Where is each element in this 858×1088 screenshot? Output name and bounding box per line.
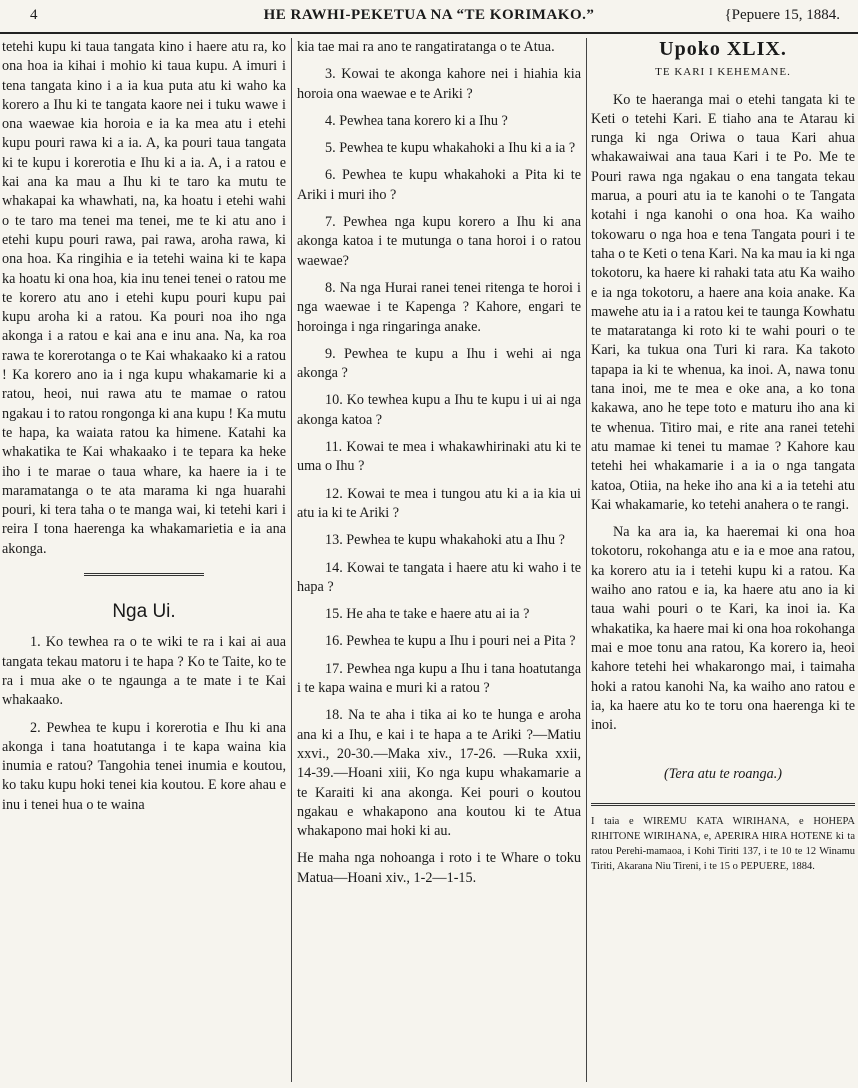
page-number: 4 (30, 7, 38, 23)
chapter-title: Upoko XLIX. (659, 38, 787, 60)
question-continuation: kia tae mai ra ano te rangatiratanga o te Atua. (297, 39, 555, 55)
column-3 (591, 38, 855, 1082)
question-item: 5. Pewhea te kupu whakahoki a Ihu ki a ia ? (325, 140, 576, 157)
question-item: 17. Pewhea nga kupu a Ihu i tana hoatutanga i te kapa waina e muri ki a ratou ? (297, 660, 581, 697)
question-item: 12. Kowai te mea i tungou atu ki a ia kia ui atu ia ki te Ariki ? (297, 485, 581, 521)
running-title: HE RAWHI-PEKETUA NA “TE KORIMAKO.” (263, 7, 595, 23)
header-rule (0, 32, 858, 34)
question-item: 11. Kowai te mea i whakawhirinaki atu ki te uma o Ihu ? (297, 439, 581, 475)
question-item: 10. Ko tewhea kupu a Ihu te kupu i ui ai nga akonga katoa ? (297, 392, 581, 428)
question-item: 3. Kowai te akonga kahore nei i hiahia kia horoia ona waewae e te Ariki ? (297, 66, 581, 102)
column-divider (291, 38, 292, 1082)
column-1 (2, 38, 286, 1082)
to-be-continued-note: (Tera atu te roanga.) (664, 766, 782, 783)
question-item: 4. Pewhea tana korero ki a Ihu ? (325, 112, 508, 129)
imprint-rule (591, 803, 855, 806)
question-item: 9. Pewhea te kupu a Ihu i wehi ai nga akonga ? (297, 345, 581, 382)
question-item: 7. Pewhea nga kupu korero a Ihu ki ana akonga katoa i te mutunga o tana horoi i o ratou waewae? (297, 214, 581, 269)
section-title: Nga Ui. (112, 601, 176, 623)
issue-date: {Pepuere 15, 1884. (724, 7, 840, 23)
question-item: 18. Na te aha i tika ai ko te hunga e aroha ana ki a Ihu, e kai i te hapa a te Ariki ?—Matiu xxvi., 20-30.—Maka xiv., 17-26. —Ruka xxii, 14-39.—Hoani xiii, Ko nga kupu whakamarie a te Karaiti ki ana akonga. Kei pouri o koutou ngakau e whakapono ana koutou ki te Atua whakapono mai hoki ki au. (297, 707, 581, 840)
question-item: 15. He aha te take e haere atu ai ia ? (325, 606, 530, 623)
question-item: 2. Pewhea te kupu i korerotia e Ihu ki ana akonga i tana hoatutanga i te kapa waina kia inumia e ratou? Tangohia tenei inumia e koutou, ko taku kupu hoki tenei kia koutou. E kore ahau e inu i tenei hua o te waina (2, 719, 286, 813)
story-continuation: tetehi kupu ki taua tangata kino i haere atu ra, ko ona hoa ia kihai i mohio ki taua kupu. A imuri i tena tangata kino i a ia kua puta atu ki waho ka korero a Ihu ki te tangata kaore nei i tuku wawe i ona waewae kia horoia e ia ka mea atu i etehi kupu pouri rawa ki a ia. A, ka pouri taua tangata ki te kupu i korerotia e Ihu ki a ia. A, i a ratou e kai ana ka mau a Ihu ki te taro ka mutu te whakapai ka whawhati, na, ka hoatu i etehi wahi o te taro ma tenei ma tenei, me te ki atu ano i etehi kupu pouri rawa, pai rawa, aroha rawa, ki ona hoa. Ka ringihia e ia tetehi waina ki te kapa ka hoatu ki ona hoa, kia inu tenei tenei o ratou me te korero atu ano i etehi kupu pouri kupu pai kupu aroha ki a ratou. Ka pouri noa iho nga akonga i a ratou e kai ana e inu ana. Na, ka roa rawa te korerotanga o te Kai whakaako ki a ratou ! Ka korero ano ia i nga kupu whakamarie ki a ratou, heoi, nui rawa atu te mamae o ratou ngakau i to ratou rongonga ki ana kupu ! Ka mutu te hapa, ka waiata ratou ka himene. Katahi ka whakatika te Kai whakaako i te tepara ka heke iho i te marae o taua whare, ka haere ia i te maramatanga o te ata marama ki nga huarahi pouri, ki tera taha o te manga wai, ki tetehi kari i reira I tona haerenga ka whakamarietia e ia ana akonga. (2, 39, 286, 557)
question-item: 14. Kowai te tangata i haere atu ki waho i te hapa ? (297, 559, 581, 595)
question-item: 13. Pewhea te kupu whakahoki atu a Ihu ? (325, 532, 565, 549)
question-item: 8. Na nga Hurai ranei tenei ritenga te horoi i nga waewae i te Kapenga ? Kahore, engari te horoinga i nga ringaringa anake. (297, 279, 581, 335)
printer-imprint: I taia e WIREMU KATA WIRIHANA, e HOHEPA RIHITONE WIRIHANA, e, APERIRA HIRA HOTENE ki ta ratou Perehi-mamaoa, i Kohi Tiriti 137, i te 10 te 12 Winamu Tiriti, Akarana Niu Tireni, i te 15 o PEPUERE, 1884. (591, 815, 855, 872)
column-2 (297, 38, 581, 1082)
scripture-reference: He maha nga nohoanga i roto i te Whare o toku Matua—Hoani xiv., 1-2—1-15. (297, 850, 581, 886)
story-paragraph: Ko te haeranga mai o etehi tangata ki te Keti o tetehi Kari. E tiaho ana te Atarau ki runga ki nga Oriwa o taua Kari ahua whakawaiwai ana taua Kari i te Po. Me te Pouri rawa nga ngakau o ena tangata tekau marua, a pouri atu ia te kanohi o te Tangata kotahi i nga kanohi o ona hoa. Ka waiho tokowaru o nga hoa e tena Tangata pouri i te taha o te Keti o tena Kari. Na ka mau ia ki nga tokotoru, ka haere ki rahaki tata atu Ka waiho e ia nga tokotoru, a haere ana koia anake. Ka mawehe atu ia i a ratou kei te taunga Kowhatu te mataratanga ki roto ki te wahi pouri o te Kari, ka tukua ona Turi ki rara. Ka takoto tapapa ia ki te whenua, ka inoi. A, nawa tonu tana inoi, me te mea e oke ana, a ko tona kakawa, ano he tepe toto e maturu iho ana ki te whenua. Titiro mai, e rite ana ranei tetehi atu mamae ki tenei tu mamae ? Kahore kau tetehi hei whakamarie i a ia o nga tangata katoa, Otiia, na heke iho ana ki a ia tetehi atu Kai whakamarie, ko tetehi anahera o te rangi. (591, 91, 855, 513)
question-item: 16. Pewhea te kupu a Ihu i pouri nei a Pita ? (325, 633, 576, 650)
page-header (0, 0, 858, 30)
column-divider (586, 38, 587, 1082)
question-item: 1. Ko tewhea ra o te wiki te ra i kai ai aua tangata tekau matoru i te hapa ? Ko te Taite, ko te ra i mua ake o te ngaunga a te mate i te Kai whakaako. (2, 634, 286, 709)
story-paragraph: Na ka ara ia, ka haeremai ki ona hoa tokotoru, rokohanga atu e ia e moe ana ratou, ka korero atu ia i tetehi kupu ki a ratou. Ka waiho ano ratou e ia, ka haere atu ano ia ki taua wahi pouri o te Kari, ka inoi ia. Ka whakatika, ka haere mai ki ona hoa rokohanga mai e moe tonu ana ratou, Ka korero ia, heoi kahore tetehi hei whakarongo mai, i taimaha hoki a ratou kanohi Na, ka waiho ano ratou e ia, ka haere atu ko te toru ona haerenga ki te inoi. (591, 524, 855, 734)
chapter-subtitle: TE KARI I KEHEMANE. (655, 66, 791, 79)
question-item: 6. Pewhea te kupu whakahoki a Pita ki te Ariki i muri iho ? (297, 167, 581, 203)
section-rule (84, 573, 204, 576)
